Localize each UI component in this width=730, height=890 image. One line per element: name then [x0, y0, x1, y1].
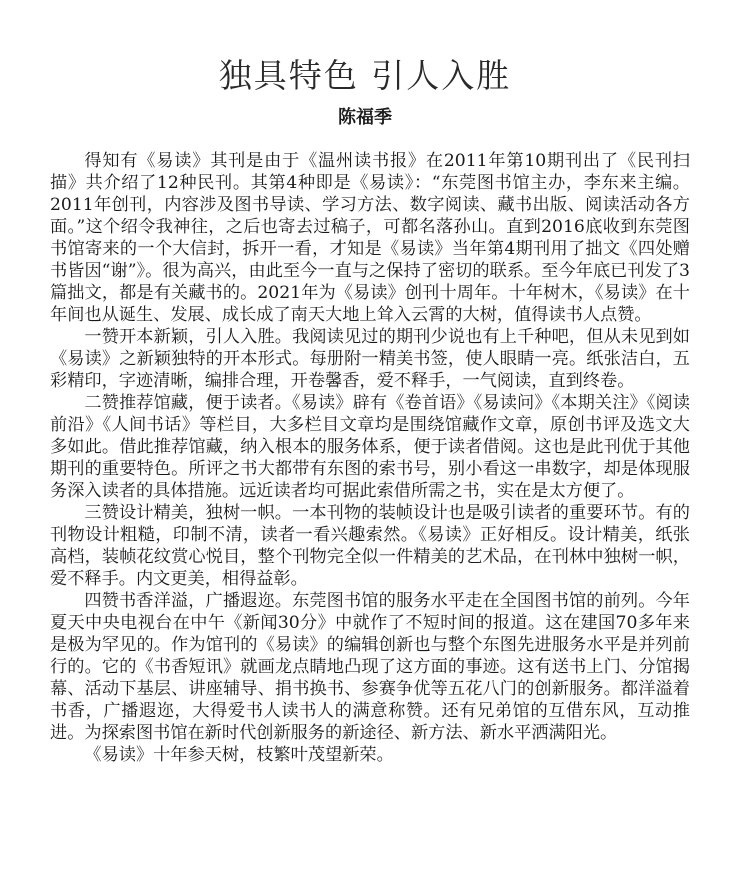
paragraph-format: 一赞开本新颖，引人入胜。我阅读见过的期刊少说也有上千种吧，但从未见到如《易读》之新颖独特的开本形式。每册附一精美书签，使人眼睛一亮。纸张洁白，五彩精印，字迹清晰，编排合理，开卷馨香，爱不释手，一气阅读，直到终卷。: [50, 327, 690, 391]
paragraph-design: 三赞设计精美，独树一帜。一本刊物的装帧设计也是吸引读者的重要环节。有的刊物设计粗糙，印制不清，读者一看兴趣索然。《易读》正好相反。设计精美，纸张高档，装帧花纹赏心悦目，整个刊物完全似一件精美的艺术品，在刊林中独树一帜，爱不释手。内文更美，相得益彰。: [50, 503, 690, 589]
article-body: [50, 150, 690, 766]
article-author: 陈福季: [338, 107, 392, 128]
paragraph-service: 四赞书香洋溢，广播遐迩。东莞图书馆的服务水平走在全国图书馆的前列。今年夏天中央电视台在中午《新闻30分》中就作了不短时间的报道。这在建国70多年来是极为罕见的。作为馆刊的《易读》的编辑创新也与整个东图先进服务水平是并列前行的。它的《书香短讯》就画龙点睛地凸现了这方面的事迹。这有送书上门、分馆揭幕、活动下基层、讲座辅导、捐书换书、参赛争优等五花八门的创新服务。都洋溢着书香，广播遐迩，大得爱书人读书人的满意称赞。还有兄弟馆的互借东风，互动推进。为探索图书馆在新时代创新服务的新途径、新方法、新水平洒满阳光。: [50, 591, 690, 743]
paragraph-collection: 二赞推荐馆藏，便于读者。《易读》辟有《卷首语》《易读问》《本期关注》《阅读前沿》《人间书话》等栏目，大多栏目文章均是围绕馆藏作文章，原创书评及选文大多如此。借此推荐馆藏，纳入根本的服务体系，便于读者借阅。这也是此刊优于其他期刊的重要特色。所评之书大都带有东图的索书号，别小看这一串数字，却是体现服务深入读者的具体措施。远近读者均可据此索借所需之书，实在是太方便了。: [50, 393, 690, 501]
paragraph-intro: 得知有《易读》其刊是由于《温州读书报》在2011年第10期刊出了《民刊扫描》共介绍了12种民刊。其第4种即是《易读》：“东莞图书馆主办，李东来主编。2011年创刊，内容涉及图书导读、学习方法、数字阅读、藏书出版、阅读活动各方面。”这个绍令我神往，之后也寄去过稿子，可都名落孙山。直到2016底收到东莞图书馆寄来的一个大信封，拆开一看，才知是《易读》当年第4期刊用了拙文《四处赠书皆因“谢”》。很为高兴，由此至今一直与之保持了密切的联系。至今年底已刊发了3篇拙文，都是有关藏书的。2021年为《易读》创刊十周年。十年树木，《易读》在十年间也从诞生、发展、成长成了南天大地上耸入云霄的大树，值得读书人点赞。: [50, 151, 690, 325]
article-title: 独具特色 引人入胜: [218, 56, 512, 95]
paragraph-closing: 《易读》十年参天树，枝繁叶茂望新荣。: [84, 745, 394, 765]
